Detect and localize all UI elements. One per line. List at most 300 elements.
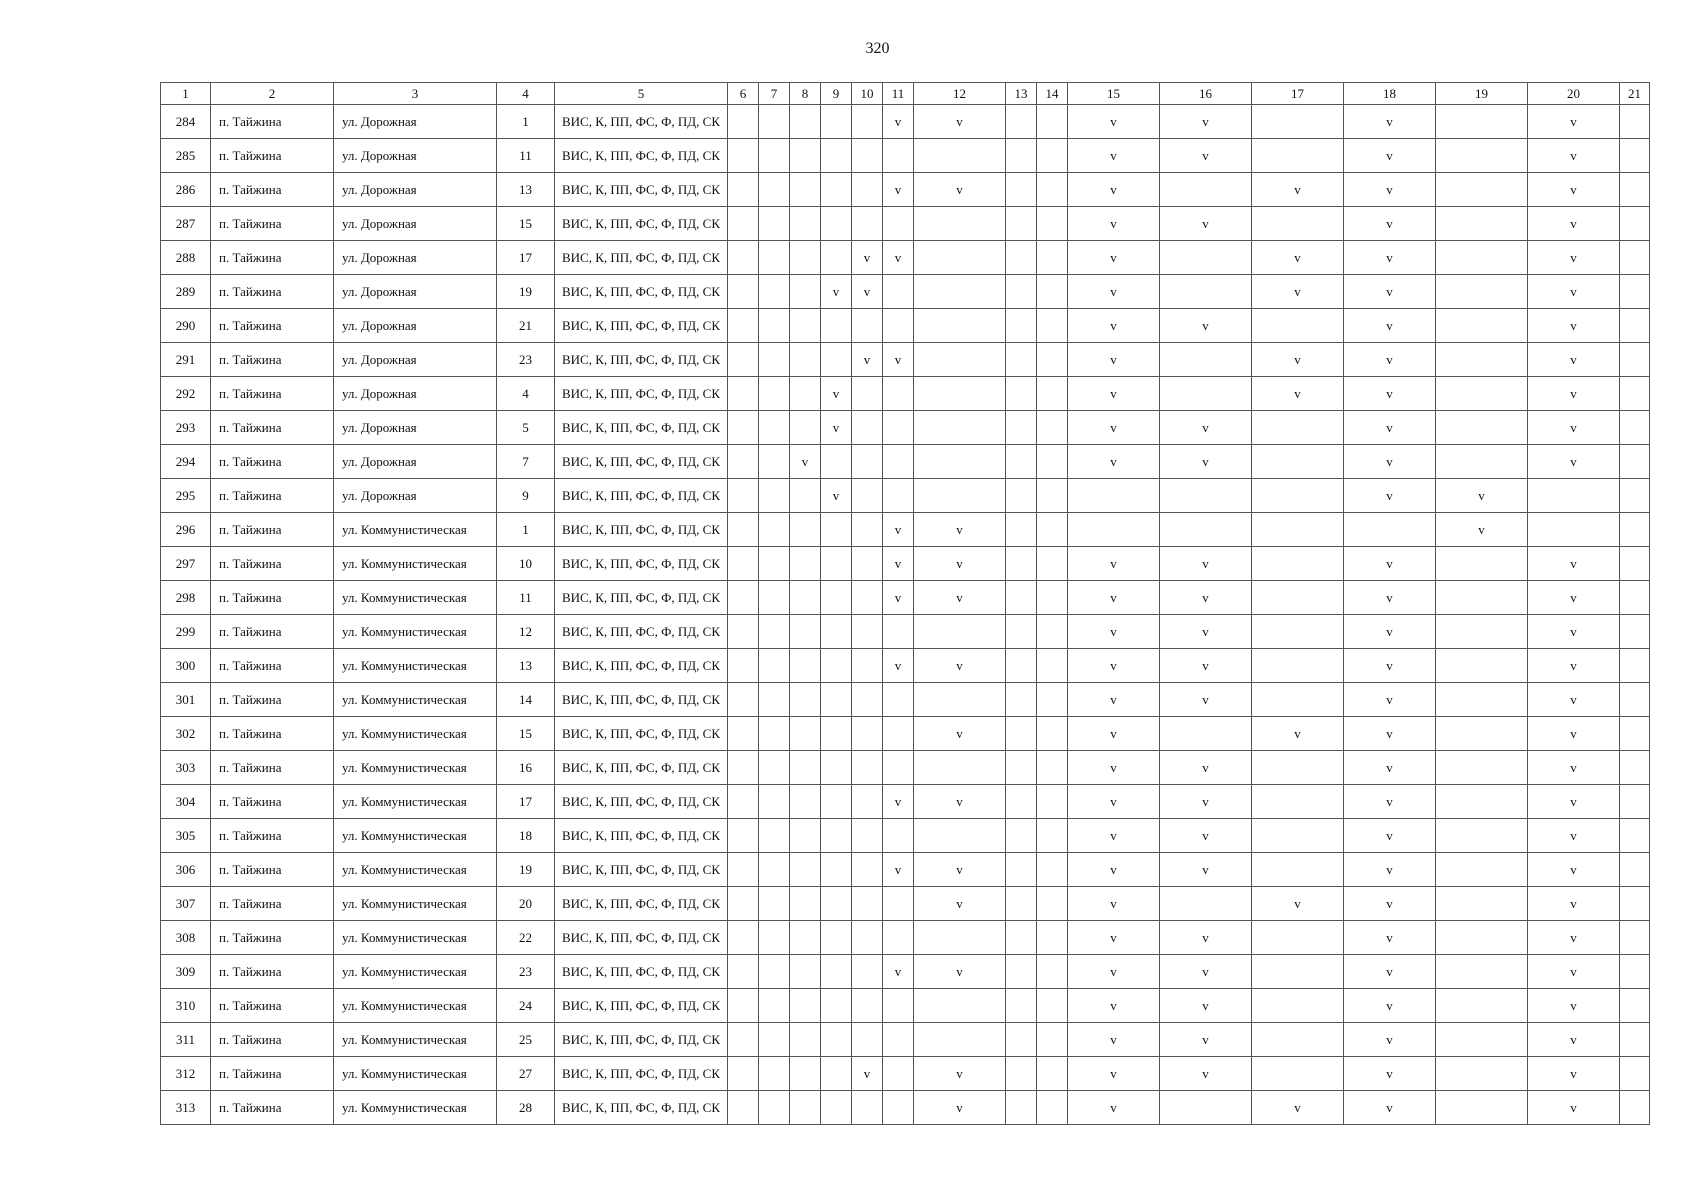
mark-cell-col-16 xyxy=(1160,887,1252,921)
mark-cell-col-10 xyxy=(852,309,883,343)
mark-cell-col-12 xyxy=(914,819,1006,853)
mark-cell-col-15: v xyxy=(1068,411,1160,445)
features-cell: ВИС, К, ПП, ФС, Ф, ПД, СК xyxy=(555,581,728,615)
street-cell: ул. Коммунистическая xyxy=(334,649,497,683)
mark-cell-col-21 xyxy=(1620,989,1650,1023)
mark-cell-col-17 xyxy=(1252,751,1344,785)
mark-cell-col-10 xyxy=(852,683,883,717)
mark-cell-col-8 xyxy=(790,547,821,581)
mark-cell-col-15: v xyxy=(1068,207,1160,241)
mark-cell-col-8 xyxy=(790,989,821,1023)
column-header-1: 1 xyxy=(161,83,211,105)
features-cell: ВИС, К, ПП, ФС, Ф, ПД, СК xyxy=(555,309,728,343)
mark-cell-col-9 xyxy=(821,207,852,241)
settlement-cell: п. Тайжина xyxy=(211,785,334,819)
mark-cell-col-13 xyxy=(1006,513,1037,547)
mark-cell-col-12: v xyxy=(914,887,1006,921)
mark-cell-col-11: v xyxy=(883,105,914,139)
settlement-cell: п. Тайжина xyxy=(211,887,334,921)
mark-cell-col-14 xyxy=(1037,309,1068,343)
mark-cell-col-9 xyxy=(821,955,852,989)
table-row xyxy=(161,1091,1650,1125)
street-cell: ул. Коммунистическая xyxy=(334,853,497,887)
mark-cell-col-11 xyxy=(883,921,914,955)
mark-cell-col-10 xyxy=(852,1091,883,1125)
mark-cell-col-20: v xyxy=(1528,377,1620,411)
mark-cell-col-15: v xyxy=(1068,139,1160,173)
settlement-cell: п. Тайжина xyxy=(211,207,334,241)
mark-cell-col-6 xyxy=(728,343,759,377)
mark-cell-col-16: v xyxy=(1160,615,1252,649)
mark-cell-col-20: v xyxy=(1528,717,1620,751)
mark-cell-col-8 xyxy=(790,377,821,411)
mark-cell-col-10 xyxy=(852,853,883,887)
mark-cell-col-10 xyxy=(852,989,883,1023)
mark-cell-col-12 xyxy=(914,309,1006,343)
mark-cell-col-6 xyxy=(728,1023,759,1057)
mark-cell-col-14 xyxy=(1037,547,1068,581)
mark-cell-col-21 xyxy=(1620,479,1650,513)
features-cell: ВИС, К, ПП, ФС, Ф, ПД, СК xyxy=(555,853,728,887)
street-cell: ул. Дорожная xyxy=(334,241,497,275)
table-row xyxy=(161,275,1650,309)
mark-cell-col-7 xyxy=(759,241,790,275)
mark-cell-col-18: v xyxy=(1344,819,1436,853)
mark-cell-col-9 xyxy=(821,173,852,207)
mark-cell-col-17 xyxy=(1252,445,1344,479)
mark-cell-col-20: v xyxy=(1528,785,1620,819)
table-row xyxy=(161,785,1650,819)
mark-cell-col-20: v xyxy=(1528,683,1620,717)
mark-cell-col-14 xyxy=(1037,207,1068,241)
settlement-cell: п. Тайжина xyxy=(211,683,334,717)
mark-cell-col-17 xyxy=(1252,955,1344,989)
mark-cell-col-16 xyxy=(1160,275,1252,309)
mark-cell-col-12: v xyxy=(914,717,1006,751)
column-header-10: 10 xyxy=(852,83,883,105)
mark-cell-col-9 xyxy=(821,1057,852,1091)
mark-cell-col-7 xyxy=(759,479,790,513)
street-cell: ул. Коммунистическая xyxy=(334,615,497,649)
house-number-cell: 4 xyxy=(497,377,555,411)
mark-cell-col-21 xyxy=(1620,377,1650,411)
mark-cell-col-14 xyxy=(1037,751,1068,785)
mark-cell-col-8 xyxy=(790,921,821,955)
mark-cell-col-20: v xyxy=(1528,615,1620,649)
mark-cell-col-20: v xyxy=(1528,309,1620,343)
settlement-cell: п. Тайжина xyxy=(211,445,334,479)
mark-cell-col-20: v xyxy=(1528,887,1620,921)
mark-cell-col-21 xyxy=(1620,309,1650,343)
mark-cell-col-21 xyxy=(1620,173,1650,207)
mark-cell-col-13 xyxy=(1006,615,1037,649)
house-number-cell: 17 xyxy=(497,785,555,819)
row-number-cell: 313 xyxy=(161,1091,211,1125)
table-row xyxy=(161,513,1650,547)
mark-cell-col-16: v xyxy=(1160,1057,1252,1091)
mark-cell-col-7 xyxy=(759,717,790,751)
address-register-table xyxy=(160,82,1650,1125)
mark-cell-col-15: v xyxy=(1068,989,1160,1023)
column-header-18: 18 xyxy=(1344,83,1436,105)
mark-cell-col-14 xyxy=(1037,683,1068,717)
mark-cell-col-11 xyxy=(883,1023,914,1057)
mark-cell-col-14 xyxy=(1037,887,1068,921)
mark-cell-col-18: v xyxy=(1344,1057,1436,1091)
table-row xyxy=(161,1057,1650,1091)
mark-cell-col-17 xyxy=(1252,819,1344,853)
mark-cell-col-15: v xyxy=(1068,717,1160,751)
mark-cell-col-15: v xyxy=(1068,615,1160,649)
mark-cell-col-11: v xyxy=(883,513,914,547)
mark-cell-col-19 xyxy=(1436,1023,1528,1057)
mark-cell-col-11 xyxy=(883,139,914,173)
mark-cell-col-16: v xyxy=(1160,751,1252,785)
mark-cell-col-15: v xyxy=(1068,649,1160,683)
mark-cell-col-12: v xyxy=(914,955,1006,989)
settlement-cell: п. Тайжина xyxy=(211,921,334,955)
mark-cell-col-21 xyxy=(1620,683,1650,717)
mark-cell-col-16: v xyxy=(1160,819,1252,853)
settlement-cell: п. Тайжина xyxy=(211,275,334,309)
mark-cell-col-12 xyxy=(914,207,1006,241)
column-header-13: 13 xyxy=(1006,83,1037,105)
mark-cell-col-12 xyxy=(914,479,1006,513)
street-cell: ул. Дорожная xyxy=(334,479,497,513)
table-row xyxy=(161,105,1650,139)
mark-cell-col-14 xyxy=(1037,445,1068,479)
mark-cell-col-20: v xyxy=(1528,989,1620,1023)
mark-cell-col-8 xyxy=(790,819,821,853)
mark-cell-col-20: v xyxy=(1528,411,1620,445)
mark-cell-col-6 xyxy=(728,785,759,819)
mark-cell-col-12 xyxy=(914,615,1006,649)
mark-cell-col-18: v xyxy=(1344,1023,1436,1057)
street-cell: ул. Коммунистическая xyxy=(334,887,497,921)
house-number-cell: 15 xyxy=(497,207,555,241)
mark-cell-col-12 xyxy=(914,445,1006,479)
row-number-cell: 287 xyxy=(161,207,211,241)
mark-cell-col-15: v xyxy=(1068,1057,1160,1091)
mark-cell-col-12 xyxy=(914,989,1006,1023)
mark-cell-col-13 xyxy=(1006,989,1037,1023)
mark-cell-col-15: v xyxy=(1068,343,1160,377)
mark-cell-col-16 xyxy=(1160,479,1252,513)
street-cell: ул. Коммунистическая xyxy=(334,581,497,615)
mark-cell-col-21 xyxy=(1620,1091,1650,1125)
mark-cell-col-6 xyxy=(728,683,759,717)
mark-cell-col-17 xyxy=(1252,615,1344,649)
mark-cell-col-13 xyxy=(1006,1091,1037,1125)
mark-cell-col-20: v xyxy=(1528,1057,1620,1091)
street-cell: ул. Коммунистическая xyxy=(334,1091,497,1125)
settlement-cell: п. Тайжина xyxy=(211,1023,334,1057)
mark-cell-col-11 xyxy=(883,275,914,309)
features-cell: ВИС, К, ПП, ФС, Ф, ПД, СК xyxy=(555,1057,728,1091)
mark-cell-col-17 xyxy=(1252,513,1344,547)
mark-cell-col-20: v xyxy=(1528,105,1620,139)
mark-cell-col-19 xyxy=(1436,785,1528,819)
mark-cell-col-9 xyxy=(821,139,852,173)
street-cell: ул. Дорожная xyxy=(334,173,497,207)
column-header-4: 4 xyxy=(497,83,555,105)
mark-cell-col-19 xyxy=(1436,887,1528,921)
mark-cell-col-19 xyxy=(1436,615,1528,649)
mark-cell-col-15 xyxy=(1068,513,1160,547)
features-cell: ВИС, К, ПП, ФС, Ф, ПД, СК xyxy=(555,921,728,955)
mark-cell-col-17 xyxy=(1252,207,1344,241)
mark-cell-col-9 xyxy=(821,513,852,547)
features-cell: ВИС, К, ПП, ФС, Ф, ПД, СК xyxy=(555,717,728,751)
row-number-cell: 299 xyxy=(161,615,211,649)
mark-cell-col-9 xyxy=(821,649,852,683)
mark-cell-col-14 xyxy=(1037,819,1068,853)
mark-cell-col-9 xyxy=(821,581,852,615)
row-number-cell: 291 xyxy=(161,343,211,377)
mark-cell-col-16: v xyxy=(1160,207,1252,241)
mark-cell-col-15: v xyxy=(1068,1023,1160,1057)
mark-cell-col-15: v xyxy=(1068,547,1160,581)
mark-cell-col-12 xyxy=(914,921,1006,955)
table-row xyxy=(161,751,1650,785)
mark-cell-col-19 xyxy=(1436,1057,1528,1091)
mark-cell-col-15: v xyxy=(1068,173,1160,207)
mark-cell-col-14 xyxy=(1037,377,1068,411)
mark-cell-col-9 xyxy=(821,241,852,275)
mark-cell-col-12 xyxy=(914,683,1006,717)
mark-cell-col-19 xyxy=(1436,139,1528,173)
mark-cell-col-19 xyxy=(1436,275,1528,309)
mark-cell-col-16 xyxy=(1160,343,1252,377)
mark-cell-col-6 xyxy=(728,1057,759,1091)
table-row xyxy=(161,547,1650,581)
mark-cell-col-20: v xyxy=(1528,343,1620,377)
mark-cell-col-21 xyxy=(1620,649,1650,683)
mark-cell-col-10 xyxy=(852,581,883,615)
mark-cell-col-19 xyxy=(1436,105,1528,139)
mark-cell-col-16 xyxy=(1160,513,1252,547)
mark-cell-col-12 xyxy=(914,241,1006,275)
features-cell: ВИС, К, ПП, ФС, Ф, ПД, СК xyxy=(555,1091,728,1125)
table-row xyxy=(161,343,1650,377)
mark-cell-col-6 xyxy=(728,241,759,275)
mark-cell-col-17: v xyxy=(1252,1091,1344,1125)
column-header-6: 6 xyxy=(728,83,759,105)
mark-cell-col-18: v xyxy=(1344,309,1436,343)
mark-cell-col-17: v xyxy=(1252,275,1344,309)
mark-cell-col-13 xyxy=(1006,241,1037,275)
mark-cell-col-6 xyxy=(728,513,759,547)
mark-cell-col-6 xyxy=(728,207,759,241)
mark-cell-col-19 xyxy=(1436,819,1528,853)
row-number-cell: 297 xyxy=(161,547,211,581)
mark-cell-col-9 xyxy=(821,547,852,581)
house-number-cell: 27 xyxy=(497,1057,555,1091)
features-cell: ВИС, К, ПП, ФС, Ф, ПД, СК xyxy=(555,887,728,921)
mark-cell-col-18: v xyxy=(1344,105,1436,139)
street-cell: ул. Коммунистическая xyxy=(334,785,497,819)
mark-cell-col-21 xyxy=(1620,717,1650,751)
table-row xyxy=(161,207,1650,241)
mark-cell-col-7 xyxy=(759,207,790,241)
row-number-cell: 300 xyxy=(161,649,211,683)
mark-cell-col-18: v xyxy=(1344,377,1436,411)
mark-cell-col-6 xyxy=(728,309,759,343)
mark-cell-col-21 xyxy=(1620,819,1650,853)
house-number-cell: 7 xyxy=(497,445,555,479)
mark-cell-col-9 xyxy=(821,105,852,139)
mark-cell-col-17: v xyxy=(1252,173,1344,207)
mark-cell-col-20: v xyxy=(1528,139,1620,173)
mark-cell-col-8 xyxy=(790,955,821,989)
mark-cell-col-6 xyxy=(728,853,759,887)
mark-cell-col-19 xyxy=(1436,853,1528,887)
settlement-cell: п. Тайжина xyxy=(211,343,334,377)
column-header-12: 12 xyxy=(914,83,1006,105)
mark-cell-col-17: v xyxy=(1252,343,1344,377)
features-cell: ВИС, К, ПП, ФС, Ф, ПД, СК xyxy=(555,275,728,309)
mark-cell-col-7 xyxy=(759,785,790,819)
mark-cell-col-21 xyxy=(1620,343,1650,377)
mark-cell-col-15: v xyxy=(1068,751,1160,785)
mark-cell-col-20: v xyxy=(1528,1091,1620,1125)
mark-cell-col-10 xyxy=(852,377,883,411)
mark-cell-col-14 xyxy=(1037,615,1068,649)
mark-cell-col-15: v xyxy=(1068,955,1160,989)
row-number-cell: 302 xyxy=(161,717,211,751)
mark-cell-col-8 xyxy=(790,275,821,309)
mark-cell-col-9 xyxy=(821,751,852,785)
mark-cell-col-8 xyxy=(790,853,821,887)
mark-cell-col-10: v xyxy=(852,275,883,309)
mark-cell-col-11 xyxy=(883,717,914,751)
settlement-cell: п. Тайжина xyxy=(211,717,334,751)
mark-cell-col-19 xyxy=(1436,309,1528,343)
mark-cell-col-14 xyxy=(1037,649,1068,683)
mark-cell-col-9: v xyxy=(821,411,852,445)
mark-cell-col-16: v xyxy=(1160,921,1252,955)
row-number-cell: 310 xyxy=(161,989,211,1023)
mark-cell-col-12: v xyxy=(914,1057,1006,1091)
mark-cell-col-16 xyxy=(1160,173,1252,207)
mark-cell-col-20 xyxy=(1528,513,1620,547)
mark-cell-col-19: v xyxy=(1436,479,1528,513)
mark-cell-col-9 xyxy=(821,921,852,955)
mark-cell-col-18: v xyxy=(1344,887,1436,921)
mark-cell-col-19 xyxy=(1436,955,1528,989)
features-cell: ВИС, К, ПП, ФС, Ф, ПД, СК xyxy=(555,1023,728,1057)
mark-cell-col-16: v xyxy=(1160,785,1252,819)
mark-cell-col-14 xyxy=(1037,173,1068,207)
mark-cell-col-8 xyxy=(790,173,821,207)
mark-cell-col-20: v xyxy=(1528,207,1620,241)
column-header-15: 15 xyxy=(1068,83,1160,105)
mark-cell-col-7 xyxy=(759,513,790,547)
mark-cell-col-21 xyxy=(1620,207,1650,241)
mark-cell-col-11 xyxy=(883,411,914,445)
mark-cell-col-11: v xyxy=(883,581,914,615)
mark-cell-col-21 xyxy=(1620,853,1650,887)
mark-cell-col-14 xyxy=(1037,989,1068,1023)
mark-cell-col-19 xyxy=(1436,581,1528,615)
row-number-cell: 312 xyxy=(161,1057,211,1091)
row-number-cell: 308 xyxy=(161,921,211,955)
mark-cell-col-20: v xyxy=(1528,955,1620,989)
mark-cell-col-21 xyxy=(1620,581,1650,615)
mark-cell-col-12: v xyxy=(914,513,1006,547)
mark-cell-col-18 xyxy=(1344,513,1436,547)
house-number-cell: 12 xyxy=(497,615,555,649)
mark-cell-col-8 xyxy=(790,479,821,513)
mark-cell-col-18: v xyxy=(1344,173,1436,207)
row-number-cell: 305 xyxy=(161,819,211,853)
mark-cell-col-16 xyxy=(1160,1091,1252,1125)
mark-cell-col-17 xyxy=(1252,989,1344,1023)
page-number: 320 xyxy=(865,40,890,57)
mark-cell-col-13 xyxy=(1006,411,1037,445)
mark-cell-col-9 xyxy=(821,989,852,1023)
mark-cell-col-6 xyxy=(728,547,759,581)
features-cell: ВИС, К, ПП, ФС, Ф, ПД, СК xyxy=(555,819,728,853)
column-header-16: 16 xyxy=(1160,83,1252,105)
mark-cell-col-10 xyxy=(852,751,883,785)
mark-cell-col-18: v xyxy=(1344,547,1436,581)
table-row xyxy=(161,581,1650,615)
settlement-cell: п. Тайжина xyxy=(211,819,334,853)
mark-cell-col-8 xyxy=(790,615,821,649)
mark-cell-col-10 xyxy=(852,887,883,921)
features-cell: ВИС, К, ПП, ФС, Ф, ПД, СК xyxy=(555,989,728,1023)
mark-cell-col-12: v xyxy=(914,785,1006,819)
mark-cell-col-7 xyxy=(759,887,790,921)
mark-cell-col-13 xyxy=(1006,683,1037,717)
mark-cell-col-20: v xyxy=(1528,853,1620,887)
mark-cell-col-14 xyxy=(1037,921,1068,955)
mark-cell-col-21 xyxy=(1620,275,1650,309)
mark-cell-col-17 xyxy=(1252,1023,1344,1057)
street-cell: ул. Дорожная xyxy=(334,343,497,377)
mark-cell-col-16: v xyxy=(1160,649,1252,683)
mark-cell-col-14 xyxy=(1037,241,1068,275)
mark-cell-col-15: v xyxy=(1068,275,1160,309)
mark-cell-col-17 xyxy=(1252,105,1344,139)
street-cell: ул. Дорожная xyxy=(334,207,497,241)
settlement-cell: п. Тайжина xyxy=(211,241,334,275)
mark-cell-col-7 xyxy=(759,683,790,717)
settlement-cell: п. Тайжина xyxy=(211,853,334,887)
house-number-cell: 5 xyxy=(497,411,555,445)
street-cell: ул. Дорожная xyxy=(334,275,497,309)
mark-cell-col-14 xyxy=(1037,343,1068,377)
mark-cell-col-13 xyxy=(1006,139,1037,173)
row-number-cell: 289 xyxy=(161,275,211,309)
house-number-cell: 10 xyxy=(497,547,555,581)
mark-cell-col-7 xyxy=(759,1023,790,1057)
mark-cell-col-21 xyxy=(1620,513,1650,547)
table-row xyxy=(161,241,1650,275)
mark-cell-col-12 xyxy=(914,343,1006,377)
mark-cell-col-17: v xyxy=(1252,887,1344,921)
mark-cell-col-16: v xyxy=(1160,683,1252,717)
features-cell: ВИС, К, ПП, ФС, Ф, ПД, СК xyxy=(555,513,728,547)
house-number-cell: 19 xyxy=(497,853,555,887)
settlement-cell: п. Тайжина xyxy=(211,377,334,411)
mark-cell-col-7 xyxy=(759,139,790,173)
house-number-cell: 23 xyxy=(497,955,555,989)
mark-cell-col-13 xyxy=(1006,377,1037,411)
mark-cell-col-17 xyxy=(1252,411,1344,445)
mark-cell-col-13 xyxy=(1006,105,1037,139)
